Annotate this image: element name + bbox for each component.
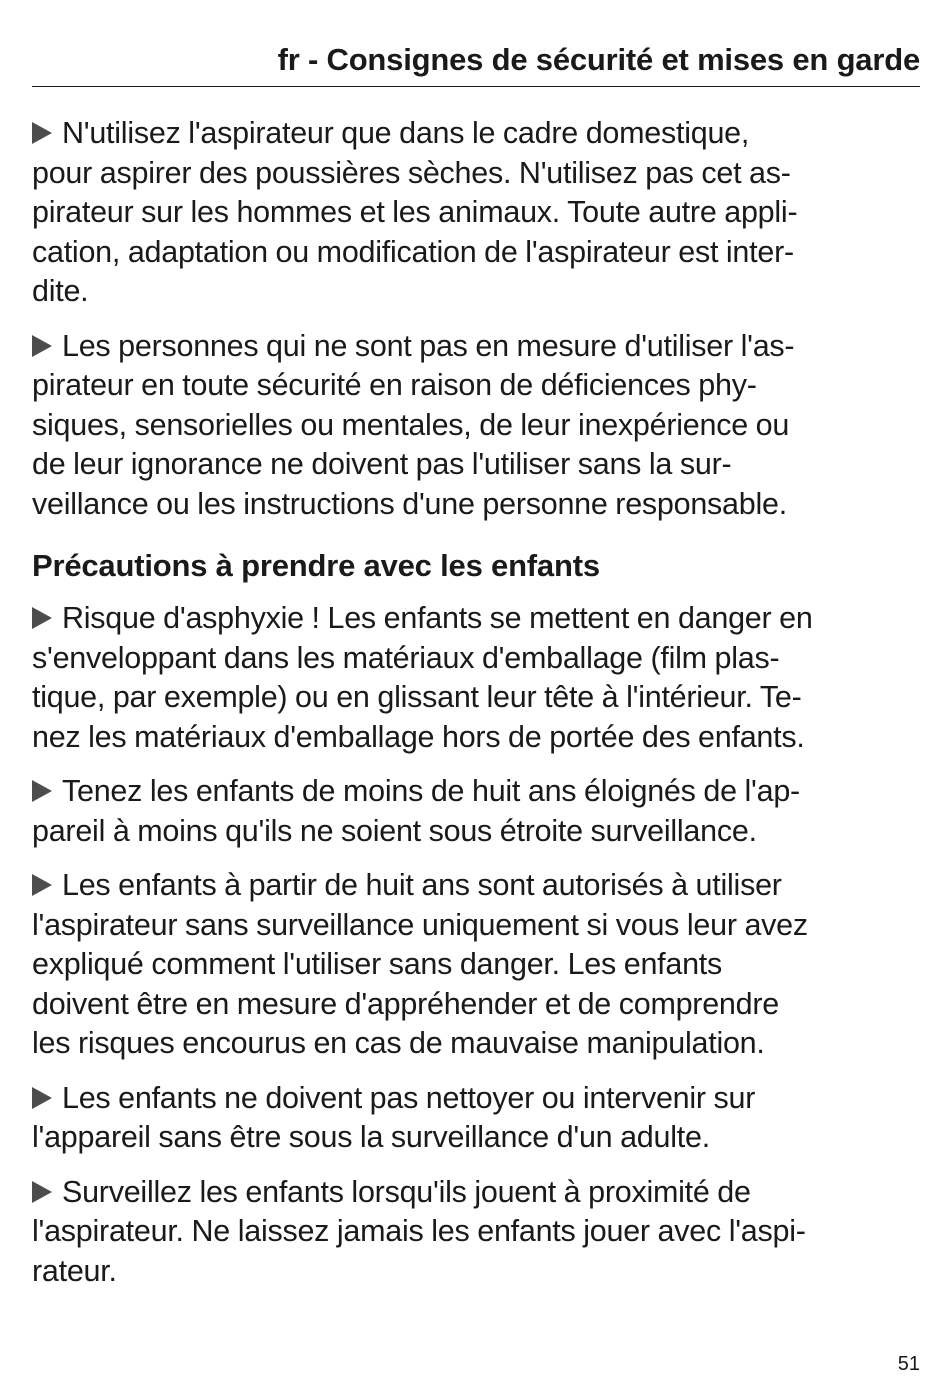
paragraph-line: Tenez les enfants de moins de huit ans éloignés de l'ap-	[62, 774, 800, 808]
paragraph-line: les risques encourus en cas de mauvaise manipulation.	[32, 1026, 765, 1060]
paragraph-line: doivent être en mesure d'appréhender et de comprendre	[32, 986, 779, 1021]
warning-paragraph	[32, 599, 920, 757]
paragraph-line: expliqué comment l'utiliser sans danger. Les enfants	[32, 947, 723, 981]
warning-paragraph	[32, 327, 920, 525]
paragraph-line: pareil à moins qu'ils ne soient sous étroite surveillance.	[32, 813, 757, 848]
header-divider	[32, 86, 920, 87]
paragraph-line: Les enfants ne doivent pas nettoyer ou intervenir sur	[62, 1080, 756, 1115]
warning-paragraph	[32, 1173, 920, 1292]
paragraph-line: dite.	[32, 274, 89, 308]
play-triangle-icon	[32, 335, 52, 357]
play-triangle-icon	[32, 1181, 52, 1203]
paragraph-line: rateur.	[32, 1253, 117, 1288]
children-warnings	[32, 599, 920, 1291]
section-heading: Précautions à prendre avec les enfants	[32, 548, 600, 583]
paragraph-line: pour aspirer des poussières sèches. N'utilisez pas cet as-	[32, 155, 791, 190]
paragraph-line: siques, sensorielles ou mentales, de leur inexpérience ou	[32, 407, 790, 442]
paragraph-line: cation, adaptation ou modification de l'aspirateur est inter-	[32, 234, 794, 269]
warning-paragraph	[32, 866, 920, 1064]
paragraph-line: pirateur en toute sécurité en raison de déficiences phy-	[32, 368, 757, 402]
page-content	[32, 114, 920, 1306]
paragraph-line: tique, par exemple) ou en glissant leur tête à l'intérieur. Te-	[32, 680, 802, 714]
page-header-title: fr - Consignes de sécurité et mises en garde	[277, 42, 920, 77]
play-triangle-icon	[32, 780, 52, 802]
page-number: 51	[897, 1353, 920, 1375]
paragraph-line: l'aspirateur sans surveillance uniquement si vous leur avez	[32, 907, 808, 942]
warning-paragraph	[32, 114, 920, 312]
warning-paragraph	[32, 772, 920, 851]
play-triangle-icon	[32, 607, 52, 629]
paragraph-line: l'aspirateur. Ne laissez jamais les enfants jouer avec l'aspi-	[32, 1214, 806, 1248]
intro-warnings	[32, 114, 920, 524]
paragraph-line: s'enveloppant dans les matériaux d'emballage (film plas-	[32, 640, 780, 675]
play-triangle-icon	[32, 122, 52, 144]
paragraph-line: l'appareil sans être sous la surveillance d'un adulte.	[32, 1120, 710, 1154]
paragraph-line: Risque d'asphyxie ! Les enfants se mettent en danger en	[62, 601, 813, 635]
paragraph-line: Surveillez les enfants lorsqu'ils jouent à proximité de	[62, 1174, 751, 1209]
paragraph-line: N'utilisez l'aspirateur que dans le cadre domestique,	[62, 116, 750, 150]
warning-paragraph	[32, 1079, 920, 1158]
paragraph-line: pirateur sur les hommes et les animaux. Toute autre appli-	[32, 195, 798, 229]
document-page	[32, 0, 920, 1379]
paragraph-line: Les personnes qui ne sont pas en mesure d'utiliser l'as-	[62, 328, 795, 363]
paragraph-line: veillance ou les instructions d'une personne responsable.	[32, 486, 787, 521]
paragraph-line: Les enfants à partir de huit ans sont autorisés à utiliser	[62, 868, 782, 902]
paragraph-line: de leur ignorance ne doivent pas l'utiliser sans la sur-	[32, 447, 732, 481]
paragraph-line: nez les matériaux d'emballage hors de portée des enfants.	[32, 719, 805, 754]
play-triangle-icon	[32, 874, 52, 896]
play-triangle-icon	[32, 1087, 52, 1109]
